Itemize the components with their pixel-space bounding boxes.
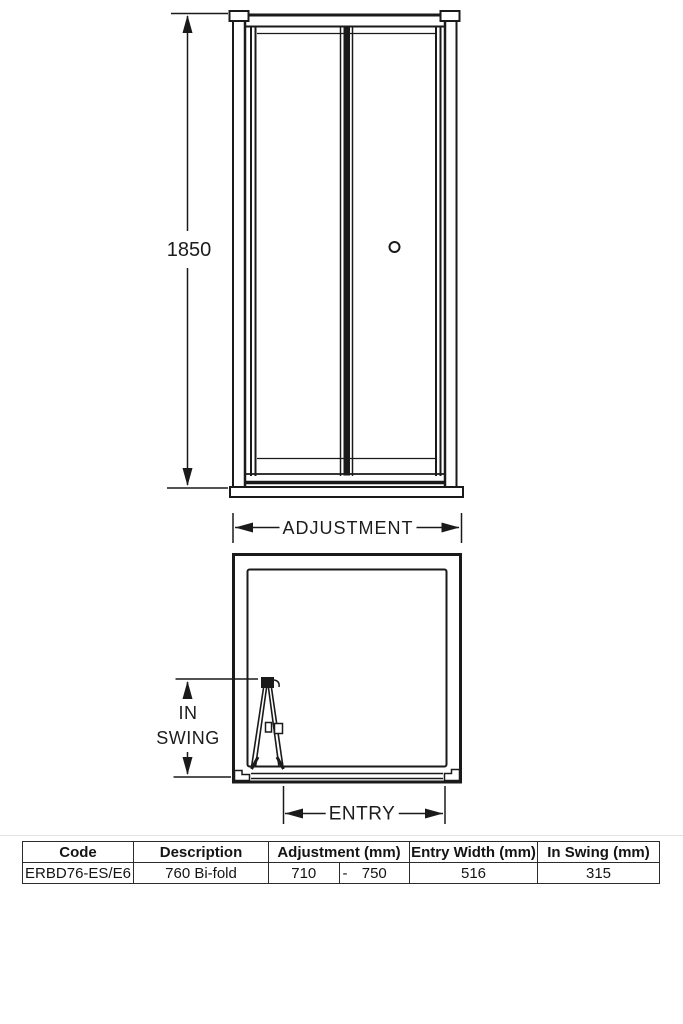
cell-adjustment [269, 863, 410, 884]
arrow-right-icon [442, 523, 460, 533]
in-swing-dimension-label-line1: IN [176, 704, 201, 722]
cell-in-swing: 315 [538, 863, 660, 884]
arrow-up-icon [183, 681, 193, 699]
adjustment-max-value: 750 [361, 864, 387, 882]
in-swing-dimension-label-line2: SWING [153, 729, 223, 747]
arrow-up-icon [183, 15, 193, 33]
spec-table [22, 841, 660, 884]
right-wall-cap [441, 11, 460, 21]
cell-entry-width: 516 [410, 863, 538, 884]
spec-table-header-adjustment: Adjustment (mm) [269, 842, 410, 863]
door-knob-icon [390, 242, 400, 252]
door-handle-icon [266, 723, 272, 733]
spec-table-header-in-swing: In Swing (mm) [538, 842, 660, 863]
door-handle-icon [275, 724, 283, 734]
arrow-down-icon [183, 468, 193, 486]
adjustment-separator: - [342, 864, 348, 882]
arrow-left-icon [285, 809, 303, 819]
height-dimension-label: 1850 [164, 240, 215, 260]
pivot-hinge-icon [261, 677, 274, 688]
spec-table-data-row [23, 863, 660, 884]
left-wall-cap [230, 11, 249, 21]
spec-table-header-code: Code [23, 842, 134, 863]
tray-outline [234, 555, 461, 783]
arrow-right-icon [425, 809, 443, 819]
cell-code: ERBD76-ES/E6 [23, 863, 134, 884]
spec-table-header-row [23, 842, 660, 863]
cell-description: 760 Bi-fold [134, 863, 269, 884]
plan-view [234, 555, 461, 783]
adjustment-dimension-label: ADJUSTMENT [280, 519, 417, 537]
arrow-left-icon [235, 523, 253, 533]
tray-sill [230, 487, 463, 497]
arrow-down-icon [183, 757, 193, 775]
spec-table-header-description: Description [134, 842, 269, 863]
spec-table-header-entry-width: Entry Width (mm) [411, 843, 536, 861]
elevation-view [230, 11, 464, 497]
adjustment-min-value: 710 [291, 864, 317, 882]
entry-dimension-label: ENTRY [326, 805, 399, 824]
